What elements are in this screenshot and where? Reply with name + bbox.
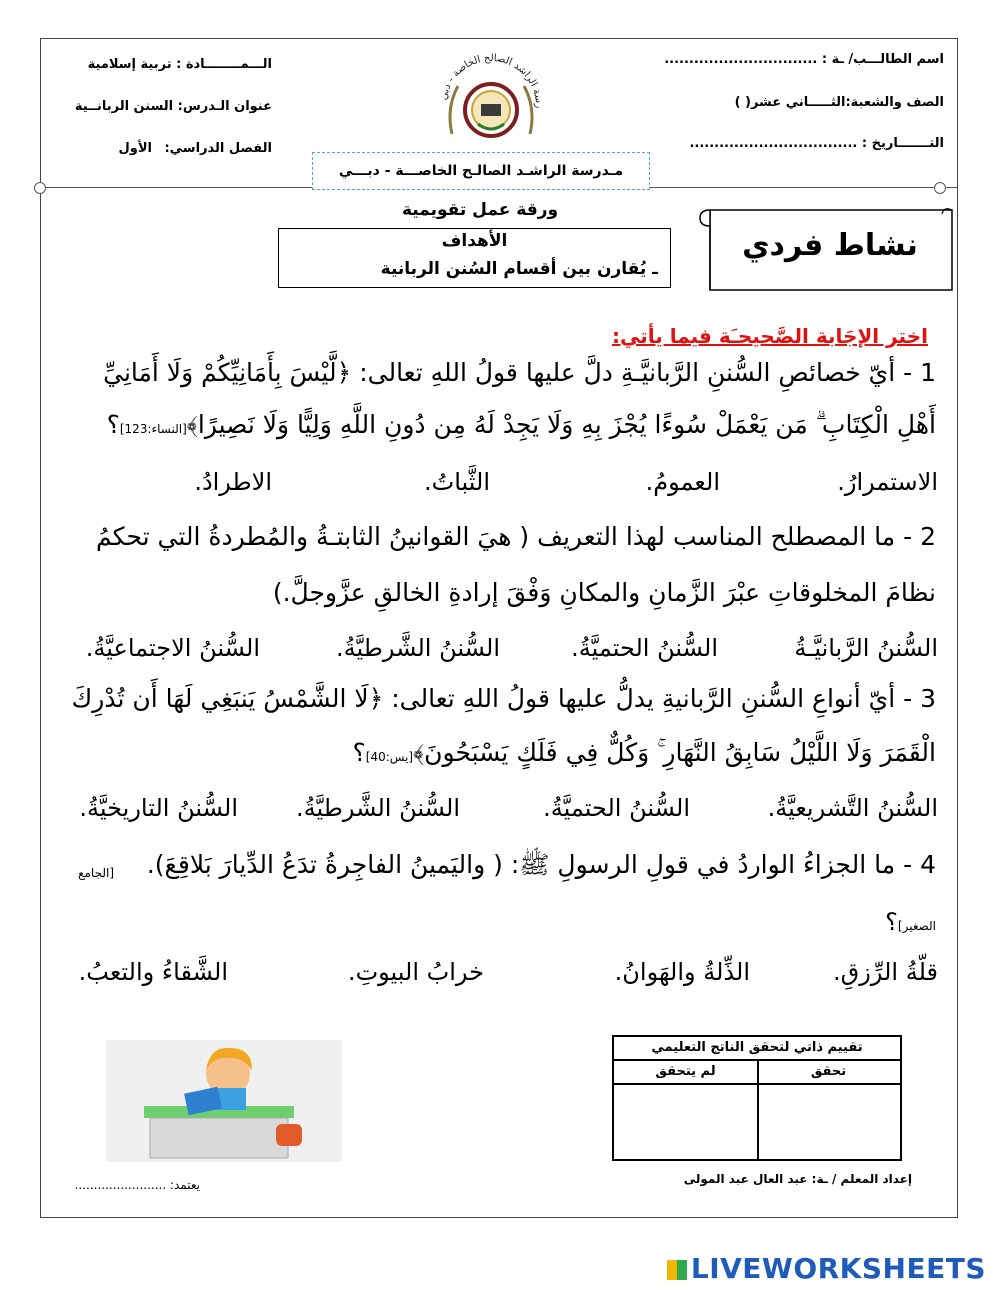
q2-option-2[interactable]: السُّننُ الحتميَّةُ. <box>571 634 718 662</box>
student-reading-illustration <box>106 1040 342 1162</box>
q1-option-2[interactable]: العمومُ. <box>645 468 720 496</box>
lesson-title: عنوان الـدرس: السنن الربانــية <box>74 99 272 114</box>
not-achieved-header: لم يتحقق <box>614 1061 757 1085</box>
q3-option-1[interactable]: السُّننُ التَّشريعيَّةُ. <box>767 794 938 822</box>
q4-option-1[interactable]: قلّةُ الرِّزقِ. <box>833 958 938 986</box>
question-3-mark: ؟ <box>352 738 366 767</box>
subject-value: : تربية إسلامية <box>87 57 182 72</box>
question-2-line-2: نظامَ المخلوقاتِ عبْرَ الزَّمانِ والمكانِ وَفْقَ إرادةِ الخالقِ عزَّوجلَّ.) <box>272 578 936 607</box>
student-name-row <box>664 52 944 67</box>
q4-option-4[interactable]: الشَّقاءُ والتعبُ. <box>78 958 228 986</box>
question-3-verse: الْقَمَرَ وَلَا اللَّيْلُ سَابِقُ النَّهَارِ ۚ وَكُلٌّ فِي فَلَكٍ يَسْبَحُونَ﴾ <box>413 738 936 767</box>
question-1-verse: أَهْلِ الْكِتَابِ ۗ مَن يَعْمَلْ سُوءًا يُجْزَ بِهِ وَلَا يَجِدْ لَهُ مِن دُونِ اللَّهِ وَلِيًّا وَلَا نَصِيرًا﴾ <box>186 410 936 439</box>
goal-item: ـ يُقارن بين أقسام السُنن الربانية <box>380 259 658 279</box>
term-value: الأول <box>118 141 152 156</box>
approved-row <box>75 1178 200 1192</box>
q4-option-3[interactable]: خرابُ البيوتِ. <box>347 958 484 986</box>
q4-option-2[interactable]: الذِّلةُ والهَوانُ. <box>614 958 750 986</box>
q2-option-3[interactable]: السُّننُ الشَّرطيَّةُ. <box>335 634 500 662</box>
student-name-label: اسم الطالـــب/ ـة : <box>821 52 944 67</box>
term-label: الفصل الدراسي: <box>164 141 272 156</box>
date-label: التـــــــاريخ : <box>861 136 944 151</box>
q3-option-2[interactable]: السُّننُ الحتميَّةُ. <box>543 794 690 822</box>
approved-label: يعتمد: <box>169 1178 200 1192</box>
class-label: الصف والشعبة:الثـــــاني عشر( ) <box>734 95 944 110</box>
achieved-header: تحقق <box>757 1061 900 1085</box>
activity-title: نشاط فردي <box>742 228 918 263</box>
question-2-line-1: 2 - ما المصطلح المناسب لهذا التعريف ( هيَ القوانينُ الثابتـةُ والمُطردةُ التي تحكمُ <box>96 522 936 551</box>
brand-icon <box>667 1260 687 1280</box>
achieved-cell[interactable] <box>760 1085 898 1157</box>
subject-label: الـــمــــــــادة <box>185 57 272 72</box>
question-1-line-1: 1 - أيّ خصائصِ السُّننِ الرَّبانيَّـةِ دلَّ عليها قولُ اللهِ تعالى: ﴿لَّيْسَ بِأَمَانِيِّكُمْ وَلَا أَمَانِيِّ <box>103 358 936 387</box>
prepared-by: إعداد المعلم / ـة: عبد العال عبد المولى <box>683 1172 912 1186</box>
school-logo <box>428 38 554 152</box>
question-3-line-2 <box>352 738 936 768</box>
logo-ring-text: رسة الراشد الصالح الخاصة - دبي <box>438 52 545 109</box>
school-name: مـدرسة الراشـد الصالـح الخاصـــة - دبـــي <box>338 163 624 179</box>
divider-ring-left <box>34 182 46 194</box>
q2-option-4[interactable]: السُّننُ الاجتماعيَّةُ. <box>85 634 260 662</box>
question-4-line-1: 4 - ما الجزاءُ الواردُ في قولِ الرسولِ ﷺ: ( واليَمينُ الفاجِرةُ تدَعُ الدِّيارَ بَلاقِعَ). <box>146 850 936 879</box>
student-name-field[interactable]: ............................... <box>664 52 818 67</box>
liveworksheets-logo <box>667 1252 986 1285</box>
question-1-mark: ؟ <box>106 410 120 439</box>
goals-heading: الأهداف <box>441 231 508 251</box>
q1-option-4[interactable]: الاطرادُ. <box>194 468 272 496</box>
self-assessment-title: تقييم ذاتي لتحقق الناتج التعليمي <box>614 1037 900 1061</box>
question-4-ref-b: الصغير] <box>897 919 936 933</box>
self-assessment-table <box>612 1035 902 1161</box>
brand-text: LIVEWORKSHEETS <box>690 1252 986 1285</box>
approved-field[interactable]: ........................ <box>74 1178 167 1192</box>
instruction-text: اختر الإجَابة الصَّحيحـَة فيما يأتي: <box>611 324 928 348</box>
q3-option-3[interactable]: السُّننُ الشَّرطيَّةُ. <box>295 794 460 822</box>
school-name-box <box>312 152 650 190</box>
question-4-mark: ؟ <box>885 908 898 936</box>
not-achieved-cell[interactable] <box>616 1085 754 1157</box>
q1-option-1[interactable]: الاستمرارُ. <box>837 468 938 496</box>
q2-option-1[interactable]: السُّننُ الرَّبانيَّـةُ <box>794 634 938 662</box>
goals-box <box>278 228 671 288</box>
question-1-ref: [النساء:123] <box>119 422 187 436</box>
question-3-ref: [يس:40] <box>365 750 414 764</box>
question-4-line-2 <box>885 908 936 936</box>
date-row <box>689 136 944 151</box>
worksheet-title: ورقة عمل تقويمية <box>401 200 559 220</box>
q3-option-4[interactable]: السُّننُ التاريخيَّةُ. <box>79 794 238 822</box>
subject-row <box>88 57 272 72</box>
q1-option-3[interactable]: الثَّباتُ. <box>424 468 490 496</box>
question-3-line-1: 3 - أيّ أنواعِ السُّننِ الرَّبانيةِ يدلُّ عليها قولُ اللهِ تعالى: ﴿لَا الشَّمْسُ يَنبَغِي لَهَا أَن تُدْرِكَ <box>71 684 936 713</box>
question-1-line-2 <box>107 410 936 440</box>
question-4-ref-a: [الجامع <box>78 866 114 880</box>
table-divider <box>757 1061 759 1159</box>
divider-ring-right <box>934 182 946 194</box>
date-field[interactable]: .................................. <box>689 136 858 151</box>
